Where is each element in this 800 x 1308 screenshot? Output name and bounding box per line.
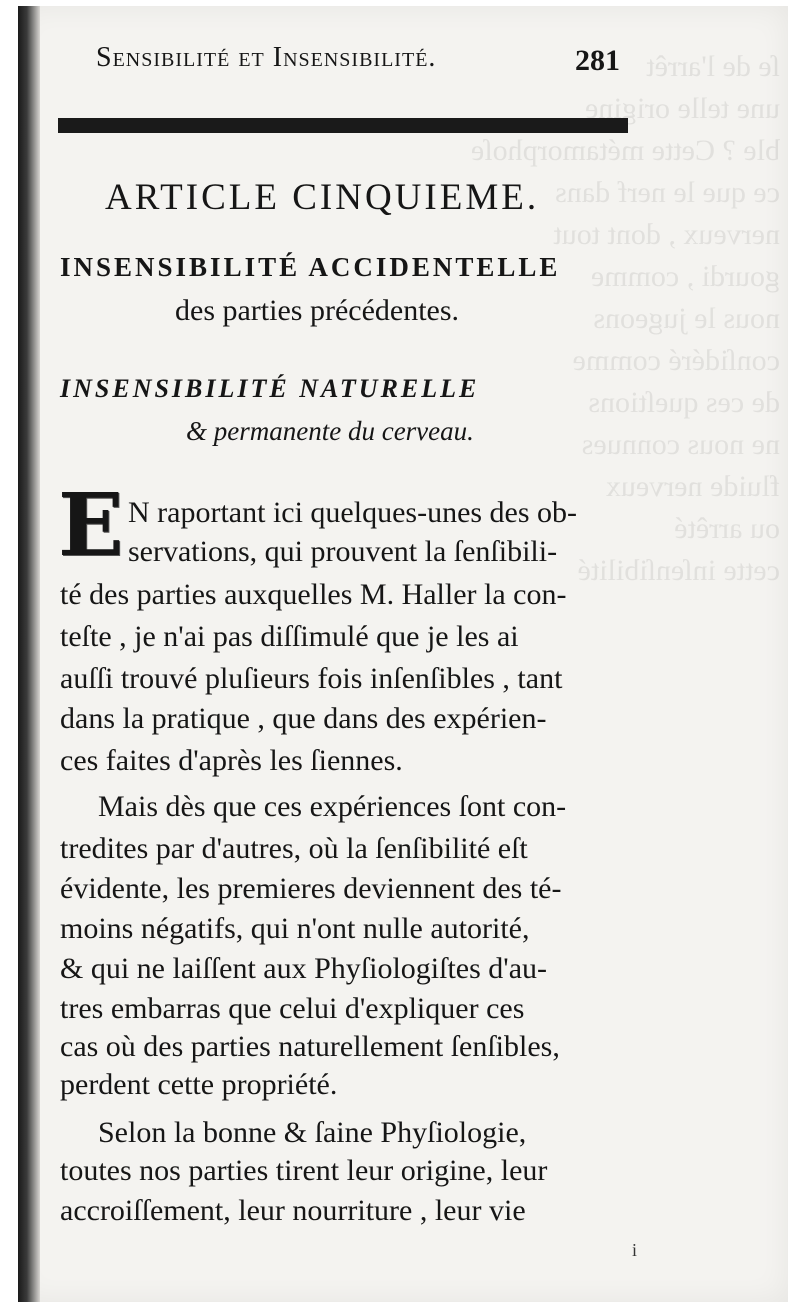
text-line: teſte , je n'ai pas diſſimulé que je les ai — [60, 620, 519, 653]
text-line: té des parties auxquelles M. Haller la con- — [60, 578, 567, 611]
text-line: perdent cette propriété. — [60, 1068, 338, 1101]
header-rule-divider — [58, 118, 628, 132]
text-line: Selon la bonne & ſaine Phyſiologie, — [98, 1116, 527, 1149]
running-head-title: Sensibilité et Insensibilité. — [96, 42, 437, 73]
text-line: tredites par d'autres, où la ſenſibilité eſt — [60, 832, 528, 865]
text-line: ces faites d'après les ſiennes. — [60, 744, 403, 777]
subsection-title: INSENSIBILITÉ NATURELLE — [60, 374, 480, 403]
section-subtitle: des parties précédentes. — [175, 294, 460, 327]
text-line: cas où des parties naturellement ſenſibles, — [60, 1030, 560, 1063]
text-line: toutes nos parties tirent leur origine, leur — [60, 1154, 548, 1187]
page-number: 281 — [575, 44, 620, 77]
text-line: dans la pratique , que dans des expérien- — [60, 702, 547, 735]
ornamental-dropcap: E — [58, 475, 124, 576]
text-line: & qui ne laiſſent aux Phyſiologiſtes d'au- — [60, 952, 548, 985]
text-line: N raportant ici quelques-unes des ob- — [128, 496, 578, 529]
page-gutter-shadow — [18, 6, 40, 1302]
signature-mark: i — [632, 1240, 638, 1260]
subsection-subtitle: & permanente du cerveau. — [186, 416, 474, 446]
article-title: ARTICLE CINQUIEME. — [105, 177, 540, 218]
text-line: tres embarras que celui d'expliquer ces — [60, 992, 525, 1025]
text-line: évidente, les premieres deviennent des té- — [60, 872, 562, 905]
text-line: Mais dès que ces expériences ſont con- — [98, 790, 567, 823]
text-line: moins négatifs, qui n'ont nulle autorité, — [60, 912, 530, 945]
section-title: INSENSIBILITÉ ACCIDENTELLE — [60, 252, 561, 282]
text-line: servations, qui prouvent la ſenſibili- — [128, 535, 558, 568]
show-through-text: ſe de l'arrêt une telle origine ble ? Cette métamorphoſe ce que le nerf dans nerveux , dont tout gourdi , comme nous le jugeons conſidéré comme de ces queſtions ne nous connues fluide nerveux ou arrêté cette inſenſibilité — [470, 50, 780, 587]
text-line: accroiſſement, leur nourriture , leur vie — [60, 1194, 526, 1227]
text-line: auſſi trouvé pluſieurs fois inſenſibles , tant — [60, 662, 563, 695]
